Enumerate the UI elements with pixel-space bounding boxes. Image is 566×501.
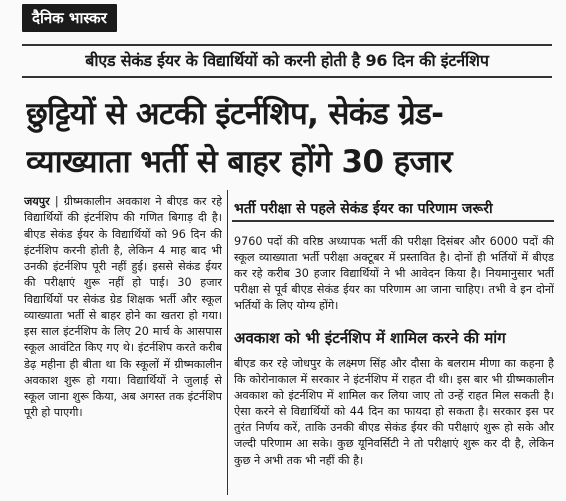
left-column-body: | ग्रीष्मकालीन अवकाश ने बीएड कर रहे विद्यार्थियों की इंटर्नशिप की गणित बिगाड़ दी है। बीएड सेकंड ईयर के विद्यार्थियों को 96 दिन की इंटर्नशिप करनी होती है, लेकिन 4 माह बाद भी उनकी इंटर्नशिप पूरी नहीं हुई। इससे सेकंड ईयर की परीक्षाएं शुरू नहीं हो पाई। 30 हजार विद्यार्थियों पर सेकंड ग्रेड शिक्षक भर्ती और स्कूल व्याख्याता भर्ती से बाहर होने का खतरा हो गया। इस साल इंटर्नशिप के लिए 20 मार्च के आसपास स्कूल आवंटित किए गए थे। इंटर्नशिप करते करीब डेढ़ महीना ही बीता था कि स्कूलों में ग्रीष्मकालीन अवकाश शुरू हो गया। विद्यार्थियों ने जुलाई से स्कूल जाना शुरू किया, अब अगस्त तक इंटर्नशिप पूरी हो पाएगी।: [24, 195, 222, 420]
headline-line-1: छुट्टियों से अटकी इंटर्नशिप, सेकंड ग्रेड-: [26, 96, 444, 132]
masthead-brand: दैनिक भास्कर: [32, 9, 107, 27]
headline: [26, 90, 551, 186]
paragraph-holiday-demand: बीएड कर रहे जोधपुर के लक्ष्मण सिंह और दौसा के बलराम मीणा का कहना है कि कोरोनाकाल में सरकार ने इंटर्नशिप में राहत दी थी। इस बार भी ग्रीष्मकालीन अवकाश को इंटर्नशिप में शामिल कर लिया जाए तो उन्हें राहत मिल सकती है। ऐसा करने से विद्यार्थियों को 44 दिन का फायदा हो सकता है। सरकार इस पर तुरंत निर्णय करें, ताकि उनकी बीएड सेकंड ईयर की परीक्षाएं शुरू हो सके और जल्दी परिणाम आ सके। कुछ यूनिवर्सिटी ने तो परीक्षाएं शुरू कर दी है, लेकिन कुछ ने अभी तक भी नहीं की है।: [234, 357, 554, 467]
headline-line-2: व्याख्याता भर्ती से बाहर होंगे 30 हजार: [26, 144, 452, 180]
column-divider: [227, 190, 228, 495]
paragraph-exam-result: 9760 पदों की वरिष्ठ अध्यापक भर्ती की परीक्षा दिसंबर और 6000 पदों की स्कूल व्याख्याता भर्ती परीक्षा अक्टूबर में प्रस्तावित है। दोनों ही भर्तियों में बीएड कर रहे करीब 30 हजार विद्यार्थियों ने भी आवेदन किया है। नियमानुसार भर्ती परीक्षा से पूर्व बीएड सेकंड ईयर का परिणाम आ जाना चाहिए। तभी वे इन दोनों भर्तियों के लिए योग्य होंगे।: [234, 235, 554, 313]
kicker-line: बीएड सेकंड ईयर के विद्यार्थियों को करनी होती है 96 दिन की इंटर्नशिप: [22, 44, 552, 78]
subheading-exam-result: भर्ती परीक्षा से पहले सेकंड ईयर का परिणाम जरूरी: [232, 198, 554, 222]
left-column-article: [24, 194, 222, 494]
subheading-holiday-demand: अवकाश को भी इंटर्नशिप में शामिल करने की मांग: [234, 329, 506, 347]
dateline: जयपुर: [24, 195, 50, 208]
newspaper-masthead: [22, 4, 117, 32]
